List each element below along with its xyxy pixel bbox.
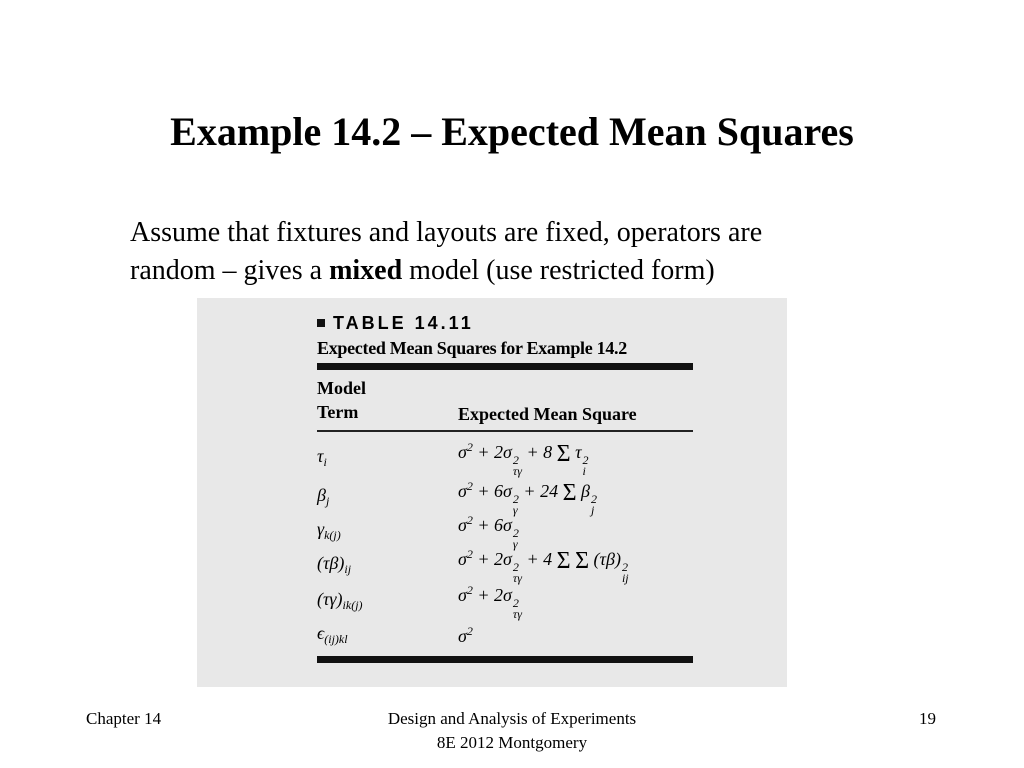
square-bullet-icon (317, 319, 325, 327)
table-row (317, 546, 693, 584)
model-term: $(\tau\beta)_{ij}$ (317, 553, 352, 576)
table-header-row (317, 376, 693, 430)
expected-mean-square: $\sigma^2 + 6\sigma$ 2 γ (458, 512, 519, 551)
slide-title: Example 14.2 – Expected Mean Squares (170, 109, 854, 154)
expected-mean-square: $\sigma^2 + 2\sigma$ 2 τγ + 8 Σ τ 2 i (458, 439, 589, 478)
body-bold-word: mixed (329, 255, 403, 286)
ems-table (317, 312, 693, 663)
table-header-rule (317, 430, 693, 432)
model-term-header-line1: Model (317, 378, 366, 398)
table-row (317, 618, 693, 652)
ems-table-image (197, 298, 787, 687)
model-term-header-line2: Term (317, 402, 359, 422)
model-term: $(\tau\gamma)_{ik(j)}$ (317, 589, 363, 612)
expected-mean-square: $\sigma^2 + 2\sigma$ 2 τγ (458, 582, 522, 621)
table-top-rule (317, 363, 693, 370)
body-line-2 (130, 252, 930, 290)
expected-mean-square: $\sigma^2 + 2\sigma$ 2 τγ + 4 Σ Σ (τβ) 2 ij (458, 546, 629, 585)
table-row (317, 478, 693, 516)
ems-header: Expected Mean Square (458, 404, 637, 424)
table-row (317, 438, 693, 478)
table-label (317, 312, 693, 334)
table-body (317, 438, 693, 652)
footer-book-title: Design and Analysis of Experiments (387, 709, 637, 728)
expected-mean-square: $\sigma^2 + 6\sigma$ 2 γ + 24 Σ β 2 j (458, 478, 598, 517)
page-number: 19 (919, 709, 936, 728)
footer-book (312, 707, 712, 755)
model-term: $\gamma_{k(j)}$ (317, 519, 341, 542)
model-term: $\tau_i$ (317, 446, 327, 469)
slide-body-text (130, 214, 930, 290)
footer-book-edition: 8E 2012 Montgomery (436, 733, 588, 752)
body-line-2-start: random – gives a (130, 255, 330, 286)
table-bottom-rule (317, 656, 693, 663)
body-line-2-end: model (use restricted form) (402, 255, 715, 286)
table-caption: Expected Mean Squares for Example 14.2 (317, 338, 627, 358)
footer-chapter: Chapter 14 (86, 709, 162, 728)
model-term-header (317, 376, 458, 430)
table-row (317, 582, 693, 621)
model-term: $\beta_j$ (317, 485, 330, 508)
expected-mean-square: $\sigma^2$ (458, 623, 473, 646)
table-label-text: TABLE 14.11 (333, 312, 474, 333)
table-row (317, 512, 693, 551)
model-term: $\epsilon_{(ij)kl}$ (317, 623, 348, 646)
body-line-1: Assume that fixtures and layouts are fixed, operators are (130, 217, 763, 248)
